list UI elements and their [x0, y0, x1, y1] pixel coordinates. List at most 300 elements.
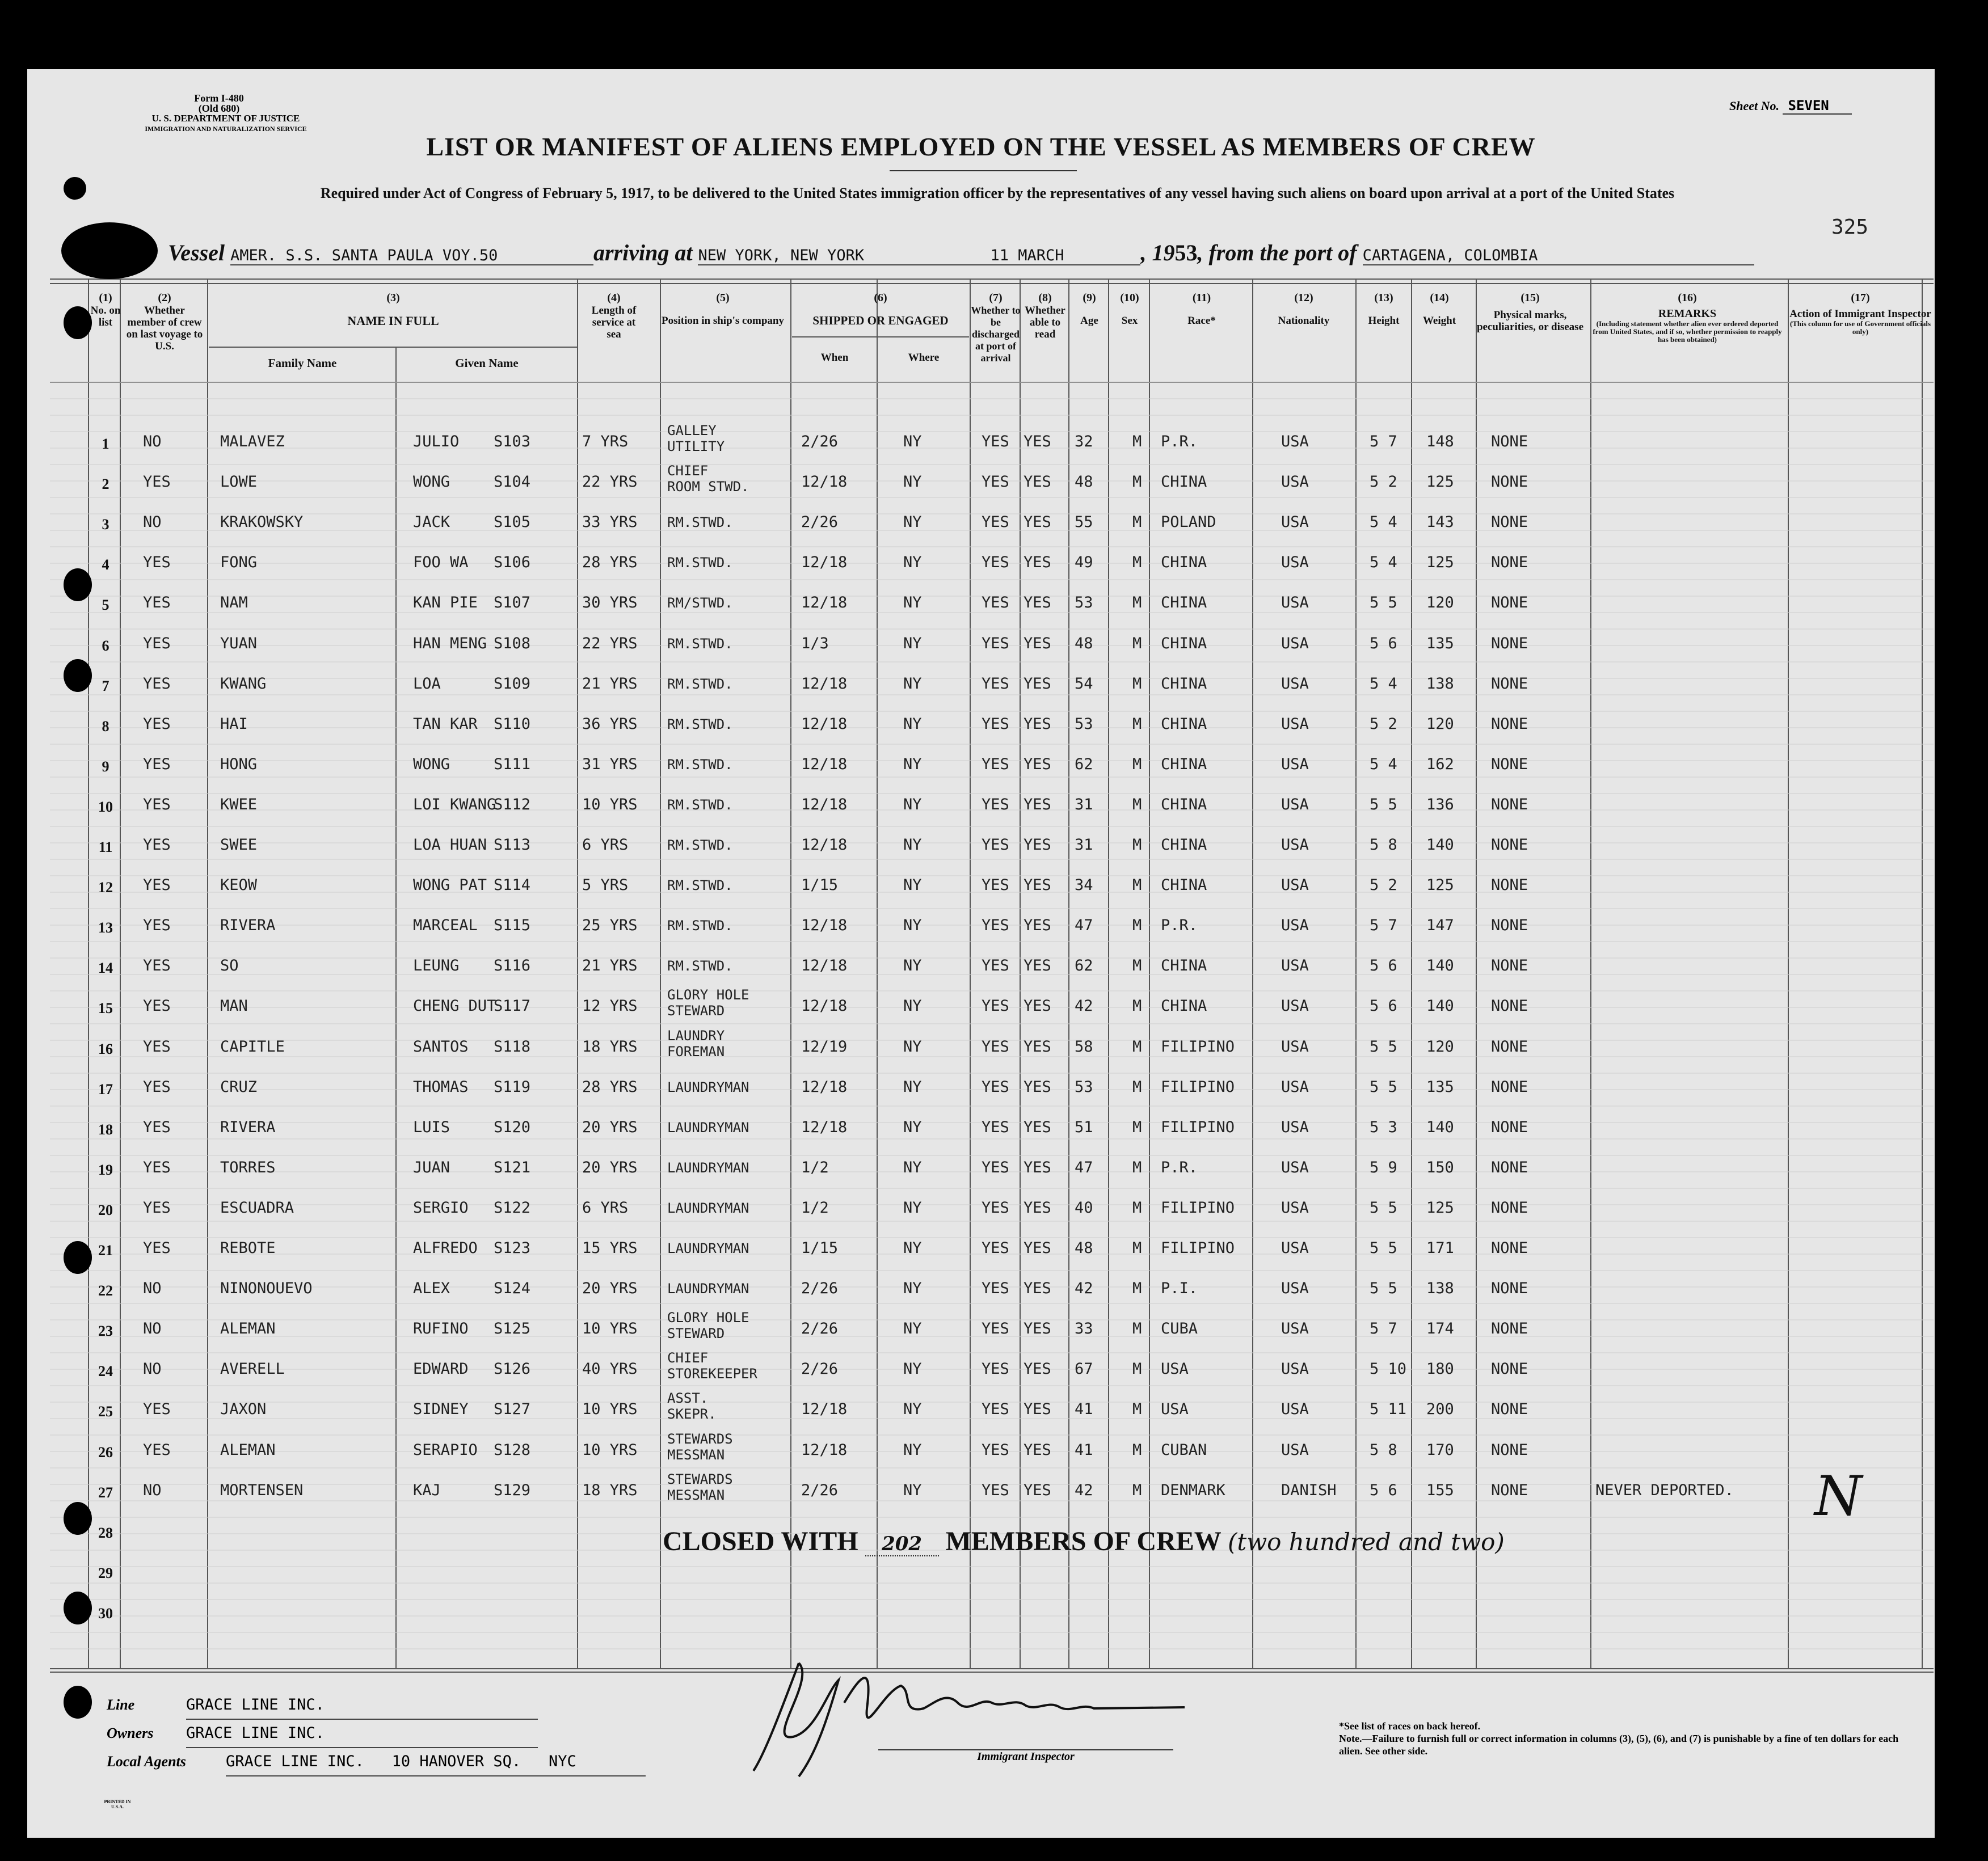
owners-row [107, 1720, 646, 1748]
age: 47 [1075, 1158, 1093, 1176]
punch-hole [64, 306, 92, 339]
able-to-read: YES [1024, 513, 1051, 531]
service-length: 6 YRS [582, 1199, 629, 1217]
row-number: 18 [98, 1121, 113, 1138]
arrival-date: 11 MARCH [913, 247, 1140, 265]
shipped-where: NY [903, 1280, 922, 1298]
nationality: USA [1281, 1441, 1309, 1459]
able-to-read: YES [1024, 1239, 1051, 1257]
physical-marks: NONE [1491, 1037, 1528, 1056]
physical-marks: NONE [1491, 755, 1528, 773]
line-label: Line [107, 1697, 135, 1713]
note-penalty: Note.—Failure to furnish full or correct information in columns (3), (5), (6), and (7) is punishable by a fine of ten dollars for each alien. See other side. [1339, 1733, 1899, 1757]
service-length: 36 YRS [582, 715, 638, 733]
position-line-1: RM.STWD. [667, 676, 733, 692]
sex: M [1132, 1360, 1142, 1378]
nationality: USA [1281, 674, 1309, 693]
sex: M [1132, 1078, 1142, 1096]
inspector-mark: N [1814, 1465, 1862, 1528]
given-name: THOMAS [413, 1078, 469, 1096]
nationality: USA [1281, 1199, 1309, 1217]
shipped-when: 12/18 [801, 1118, 848, 1136]
able-to-read: YES [1024, 1400, 1051, 1419]
given-name: SERGIO [413, 1199, 469, 1217]
able-to-read: YES [1024, 755, 1051, 773]
family-name: KRAKOWSKY [220, 513, 304, 531]
shipped-where: NY [903, 1037, 922, 1056]
physical-marks: NONE [1491, 1400, 1528, 1419]
row-number: 14 [98, 960, 113, 977]
able-to-read: YES [1024, 917, 1051, 935]
discharge-flag: YES [982, 433, 1009, 450]
able-to-read: YES [1024, 1280, 1051, 1298]
row-number: 24 [98, 1363, 113, 1380]
physical-marks: NONE [1491, 1441, 1528, 1459]
crew-code: S119 [494, 1078, 531, 1096]
weight: 180 [1426, 1360, 1454, 1378]
crew-last-voyage: YES [143, 634, 171, 652]
given-name: TAN KAR [413, 715, 478, 733]
shipped-where: NY [903, 473, 922, 491]
crew-code: S113 [494, 836, 531, 854]
position-line-1: CHIEF [667, 463, 709, 479]
discharge-flag: YES [982, 836, 1009, 854]
weight: 125 [1426, 876, 1454, 894]
shipped-where: NY [903, 1199, 922, 1217]
age: 34 [1075, 876, 1093, 894]
weight: 138 [1426, 674, 1454, 693]
nationality: USA [1281, 836, 1309, 854]
physical-marks: NONE [1491, 1320, 1528, 1338]
physical-marks: NONE [1491, 1078, 1528, 1096]
row-number: 17 [98, 1081, 113, 1098]
sex: M [1132, 1481, 1142, 1499]
crew-code: S106 [494, 554, 531, 572]
shipped-where: NY [903, 957, 922, 975]
crew-code: S104 [494, 473, 531, 491]
age: 41 [1075, 1400, 1093, 1419]
row-number: 7 [102, 677, 109, 694]
weight: 155 [1426, 1481, 1454, 1499]
closing-count: 202 [865, 1533, 939, 1556]
nationality: USA [1281, 997, 1309, 1015]
race: P.R. [1161, 917, 1198, 935]
age: 31 [1075, 795, 1093, 813]
family-name: MAN [220, 997, 248, 1015]
footer-agents [107, 1691, 646, 1776]
age: 53 [1075, 594, 1093, 612]
physical-marks: NONE [1491, 1199, 1528, 1217]
race: CHINA [1161, 876, 1207, 894]
discharge-flag: YES [982, 1199, 1009, 1217]
sex: M [1132, 473, 1142, 491]
crew-last-voyage: NO [143, 1280, 162, 1298]
shipped-when: 2/26 [801, 1360, 839, 1378]
weight: 170 [1426, 1441, 1454, 1459]
service-length: 25 YRS [582, 917, 638, 935]
family-name: JAXON [220, 1400, 267, 1419]
position-line-1: RM.STWD. [667, 837, 733, 853]
shipped-when: 12/18 [801, 1078, 848, 1096]
discharge-flag: YES [982, 513, 1009, 531]
service-length: 33 YRS [582, 513, 638, 531]
service-length: 20 YRS [582, 1118, 638, 1136]
physical-marks: NONE [1491, 957, 1528, 975]
nationality: USA [1281, 1158, 1309, 1176]
given-name: JULIO [413, 433, 460, 450]
punch-hole [64, 1592, 92, 1624]
service-length: 7 YRS [582, 433, 629, 450]
weight: 174 [1426, 1320, 1454, 1338]
nationality: USA [1281, 876, 1309, 894]
col12-header: (12) Nationality [1278, 292, 1330, 327]
arriving-label: arriving at [593, 240, 693, 265]
age: 47 [1075, 917, 1093, 935]
sheet-value: SEVEN [1783, 98, 1852, 115]
height: 5 7 [1370, 1320, 1397, 1338]
nationality: USA [1281, 1320, 1309, 1338]
agents-row [107, 1748, 646, 1776]
sex: M [1132, 513, 1142, 531]
position-line-1: LAUNDRYMAN [667, 1079, 749, 1095]
family-name: FONG [220, 554, 258, 572]
height: 5 7 [1370, 917, 1397, 935]
nationality: USA [1281, 1118, 1309, 1136]
family-name: CAPITLE [220, 1037, 285, 1056]
shipped-when: 1/2 [801, 1199, 829, 1217]
race: FILIPINO [1161, 1037, 1235, 1056]
given-name: KAJ [413, 1481, 441, 1499]
crew-last-voyage: YES [143, 594, 171, 612]
sex: M [1132, 795, 1142, 813]
crew-last-voyage: YES [143, 1158, 171, 1176]
height: 5 5 [1370, 1239, 1397, 1257]
height: 5 2 [1370, 876, 1397, 894]
shipped-where: NY [903, 1481, 922, 1499]
crew-code: S122 [494, 1199, 531, 1217]
nationality: USA [1281, 1360, 1309, 1378]
col17-header: (17) Action of Immigrant Inspector (This column for use of Government officials only) [1789, 292, 1931, 336]
physical-marks: NONE [1491, 1360, 1528, 1378]
race: CUBAN [1161, 1441, 1207, 1459]
crew-last-voyage: YES [143, 674, 171, 693]
nationality: USA [1281, 433, 1309, 450]
nationality: USA [1281, 594, 1309, 612]
height: 5 9 [1370, 1158, 1397, 1176]
col9-header: (9) Age [1080, 292, 1098, 327]
service-length: 30 YRS [582, 594, 638, 612]
height: 5 4 [1370, 513, 1397, 531]
crew-code: S105 [494, 513, 531, 531]
from-label: from the port of [1208, 240, 1357, 265]
service-length: 18 YRS [582, 1481, 638, 1499]
age: 49 [1075, 554, 1093, 572]
remarks: NEVER DEPORTED. [1595, 1481, 1734, 1499]
physical-marks: NONE [1491, 715, 1528, 733]
service-length: 21 YRS [582, 674, 638, 693]
physical-marks: NONE [1491, 473, 1528, 491]
discharge-flag: YES [982, 917, 1009, 935]
race: USA [1161, 1360, 1189, 1378]
crew-last-voyage: YES [143, 1037, 171, 1056]
race: CHINA [1161, 473, 1207, 491]
position-line-2: MESSMAN [667, 1446, 725, 1463]
shipped-where: NY [903, 836, 922, 854]
physical-marks: NONE [1491, 1158, 1528, 1176]
shipped-where: NY [903, 755, 922, 773]
family-name: SO [220, 957, 239, 975]
shipped-where: NY [903, 1239, 922, 1257]
nationality: USA [1281, 755, 1309, 773]
col1-header: (1) No. on list [90, 292, 121, 328]
family-name: KWANG [220, 674, 267, 693]
col11-header: (11) Race* [1187, 292, 1216, 327]
printer-mark: PRINTED IN U.S.A. [104, 1799, 131, 1809]
sex: M [1132, 917, 1142, 935]
shipped-when: 2/26 [801, 433, 839, 450]
shipped-when: 1/15 [801, 1239, 839, 1257]
punch-hole [64, 568, 92, 601]
physical-marks: NONE [1491, 997, 1528, 1015]
weight: 147 [1426, 917, 1454, 935]
height: 5 5 [1370, 594, 1397, 612]
agents-value: GRACE LINE INC. 10 HANOVER SQ. NYC [226, 1748, 646, 1776]
sex: M [1132, 1400, 1142, 1419]
crew-last-voyage: YES [143, 997, 171, 1015]
able-to-read: YES [1024, 1441, 1051, 1459]
height: 5 6 [1370, 997, 1397, 1015]
position-line-1: GLORY HOLE [667, 987, 749, 1003]
departure-port: CARTAGENA, COLOMBIA [1363, 247, 1754, 265]
weight: 150 [1426, 1158, 1454, 1176]
height: 5 5 [1370, 1199, 1397, 1217]
shipped-where: NY [903, 433, 922, 450]
shipped-where: NY [903, 594, 922, 612]
position-line-2: UTILITY [667, 438, 725, 454]
vessel-name: AMER. S.S. SANTA PAULA VOY.50 [230, 247, 593, 265]
closing-suffix: MEMBERS OF CREW [945, 1526, 1221, 1556]
crew-last-voyage: YES [143, 755, 171, 773]
race: FILIPINO [1161, 1078, 1235, 1096]
crew-last-voyage: NO [143, 513, 162, 531]
race: FILIPINO [1161, 1118, 1235, 1136]
position-line-2: STOREKEEPER [667, 1366, 757, 1382]
sex: M [1132, 715, 1142, 733]
crew-last-voyage: YES [143, 917, 171, 935]
race: CHINA [1161, 594, 1207, 612]
position-line-1: LAUNDRYMAN [667, 1200, 749, 1216]
old-form-no: (Old 680) [198, 103, 240, 114]
age: 32 [1075, 433, 1093, 450]
weight: 138 [1426, 1280, 1454, 1298]
able-to-read: YES [1024, 1078, 1051, 1096]
position-line-1: GLORY HOLE [667, 1310, 749, 1326]
shipped-when: 12/18 [801, 473, 848, 491]
given-name: JACK [413, 513, 450, 531]
able-to-read: YES [1024, 997, 1051, 1015]
able-to-read: YES [1024, 1481, 1051, 1499]
discharge-flag: YES [982, 1360, 1009, 1378]
position-line-2: FOREMAN [667, 1043, 725, 1060]
sex: M [1132, 1118, 1142, 1136]
height: 5 5 [1370, 1280, 1397, 1298]
able-to-read: YES [1024, 715, 1051, 733]
vessel-label: Vessel [168, 240, 225, 265]
line-value: GRACE LINE INC. [186, 1691, 538, 1720]
sex: M [1132, 554, 1142, 572]
sex: M [1132, 1199, 1142, 1217]
discharge-flag: YES [982, 876, 1009, 894]
service-length: 18 YRS [582, 1037, 638, 1056]
crew-last-voyage: NO [143, 1320, 162, 1338]
shipped-when: 12/18 [801, 554, 848, 572]
shipped-when: 12/18 [801, 674, 848, 693]
position-line-1: RM.STWD. [667, 514, 733, 531]
family-name: MORTENSEN [220, 1481, 304, 1499]
position-line-1: STEWARDS [667, 1430, 733, 1447]
given-name: LUIS [413, 1118, 450, 1136]
able-to-read: YES [1024, 473, 1051, 491]
able-to-read: YES [1024, 1360, 1051, 1378]
given-name: RUFINO [413, 1320, 469, 1338]
position-line-1: RM.STWD. [667, 958, 733, 974]
nationality: USA [1281, 634, 1309, 652]
given-name: CHENG DUT [413, 997, 496, 1015]
family-name: SWEE [220, 836, 258, 854]
row-number: 20 [98, 1201, 113, 1218]
department-name: U. S. DEPARTMENT OF JUSTICE [151, 113, 300, 124]
physical-marks: NONE [1491, 795, 1528, 813]
col13-header: (13) Height [1368, 292, 1400, 327]
row-number: 22 [98, 1282, 113, 1299]
sex: M [1132, 997, 1142, 1015]
shipped-where: NY [903, 917, 922, 935]
position-line-1: RM.STWD. [667, 756, 733, 773]
crew-code: S123 [494, 1239, 531, 1257]
shipped-when: 12/18 [801, 917, 848, 935]
page-title: LIST OR MANIFEST OF ALIENS EMPLOYED ON THE VESSEL AS MEMBERS OF CREW [426, 132, 1536, 161]
physical-marks: NONE [1491, 876, 1528, 894]
discharge-flag: YES [982, 1037, 1009, 1056]
family-name: LOWE [220, 473, 258, 491]
sex: M [1132, 755, 1142, 773]
discharge-flag: YES [982, 1481, 1009, 1499]
physical-marks: NONE [1491, 917, 1528, 935]
given-name: LOA [413, 674, 441, 693]
punch-hole [64, 1502, 92, 1535]
arriving-port: NEW YORK, NEW YORK [698, 247, 913, 265]
given-name: ALEX [413, 1280, 450, 1298]
position-line-1: LAUNDRYMAN [667, 1159, 749, 1176]
physical-marks: NONE [1491, 674, 1528, 693]
discharge-flag: YES [982, 755, 1009, 773]
position-line-2: STEWARD [667, 1003, 725, 1019]
race: CHINA [1161, 674, 1207, 693]
able-to-read: YES [1024, 1158, 1051, 1176]
physical-marks: NONE [1491, 1280, 1528, 1298]
height: 5 6 [1370, 1481, 1397, 1499]
family-name: RIVERA [220, 917, 276, 935]
crew-code: S125 [494, 1320, 531, 1338]
nationality: DANISH [1281, 1481, 1337, 1499]
height: 5 5 [1370, 1078, 1397, 1096]
able-to-read: YES [1024, 594, 1051, 612]
discharge-flag: YES [982, 715, 1009, 733]
position-line-1: GALLEY [667, 423, 717, 438]
crew-code: S109 [494, 674, 531, 693]
height: 5 4 [1370, 755, 1397, 773]
age: 48 [1075, 473, 1093, 491]
row-number: 25 [98, 1403, 113, 1420]
weight: 136 [1426, 795, 1454, 813]
crew-code: S112 [494, 795, 531, 813]
row-number: 27 [98, 1484, 113, 1501]
shipped-when: 2/26 [801, 1320, 839, 1338]
sex: M [1132, 876, 1142, 894]
age: 40 [1075, 1199, 1093, 1217]
crew-code: S111 [494, 755, 531, 773]
position-line-1: LAUNDRY [667, 1027, 725, 1044]
shipped-when: 12/18 [801, 836, 848, 854]
sex: M [1132, 433, 1142, 450]
col7-header: (7) Whether to be discharged at port of arrival [971, 292, 1021, 364]
service-length: 20 YRS [582, 1158, 638, 1176]
shipped-when: 12/18 [801, 1441, 848, 1459]
family-name: MALAVEZ [220, 433, 285, 450]
subtitle: Required under Act of Congress of February 5, 1917, to be delivered to the United States immigration officer by the representatives of any vessel having such aliens on board upon arrival at a port of the United States [320, 185, 1675, 201]
physical-marks: NONE [1491, 513, 1528, 531]
shipped-where: NY [903, 795, 922, 813]
weight: 135 [1426, 634, 1454, 652]
given-name: LOI KWANG [413, 795, 496, 813]
service-length: 20 YRS [582, 1280, 638, 1298]
sex: M [1132, 957, 1142, 975]
discharge-flag: YES [982, 957, 1009, 975]
age: 62 [1075, 957, 1093, 975]
height: 5 6 [1370, 957, 1397, 975]
able-to-read: YES [1024, 1118, 1051, 1136]
nationality: USA [1281, 1239, 1309, 1257]
shipped-where: NY [903, 1320, 922, 1338]
service-length: 40 YRS [582, 1360, 638, 1378]
weight: 120 [1426, 594, 1454, 612]
nationality: USA [1281, 715, 1309, 733]
crew-last-voyage: YES [143, 1441, 171, 1459]
given-name: WONG PAT [413, 876, 487, 894]
race: P.I. [1161, 1280, 1198, 1298]
able-to-read: YES [1024, 1199, 1051, 1217]
shipped-when: 12/18 [801, 957, 848, 975]
crew-last-voyage: YES [143, 473, 171, 491]
shipped-when: 12/18 [801, 997, 848, 1015]
position-line-2: SKEPR. [667, 1406, 717, 1423]
given-name: EDWARD [413, 1360, 469, 1378]
crew-last-voyage: YES [143, 1078, 171, 1096]
shipped-where: NY [903, 554, 922, 572]
crew-code: S103 [494, 433, 531, 450]
age: 55 [1075, 513, 1093, 531]
col2-header: (2) Whether member of crew on last voyage to U.S. [126, 292, 203, 352]
closing-statement [663, 1526, 1505, 1557]
col14-header: (14) Weight [1422, 292, 1456, 327]
height: 5 7 [1370, 433, 1397, 450]
sex: M [1132, 836, 1142, 854]
age: 48 [1075, 634, 1093, 652]
height: 5 5 [1370, 1037, 1397, 1056]
able-to-read: YES [1024, 876, 1051, 894]
crew-code: S124 [494, 1280, 531, 1298]
crew-last-voyage: YES [143, 795, 171, 813]
